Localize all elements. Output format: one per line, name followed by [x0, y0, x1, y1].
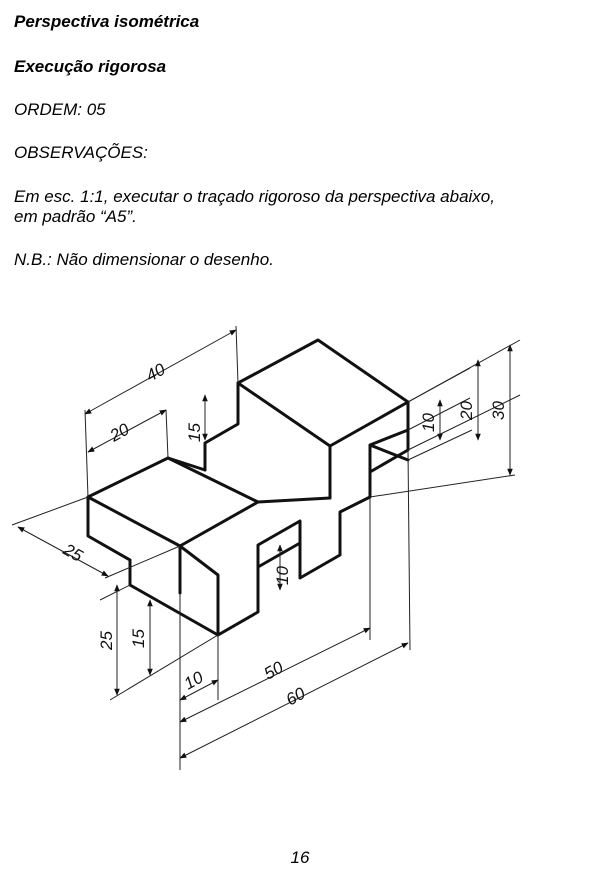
dim-15-left: 15 — [129, 629, 148, 648]
dim-40: 40 — [142, 359, 169, 386]
observations-label: OBSERVAÇÕES: — [14, 143, 148, 162]
order-number: ORDEM: 05 — [14, 100, 106, 119]
dim-10-right: 10 — [419, 413, 438, 432]
dim-50: 50 — [260, 657, 287, 684]
page-number: 16 — [290, 848, 310, 867]
isometric-drawing — [0, 285, 600, 805]
page-subtitle: Execução rigorosa — [14, 57, 167, 76]
dim-30-right: 30 — [489, 401, 508, 420]
dim-15-top: 15 — [185, 423, 204, 442]
dim-10-bottom: 10 — [180, 667, 207, 694]
instruction-line-2: em padrão “A5”. — [14, 207, 137, 226]
part-outline — [88, 340, 408, 635]
dim-60: 60 — [282, 683, 309, 710]
instruction-line-1: Em esc. 1:1, executar o traçado rigoroso da perspectiva abaixo, — [14, 187, 495, 206]
note-text: N.B.: Não dimensionar o desenho. — [14, 250, 274, 269]
dim-25-left: 25 — [97, 631, 116, 650]
dim-20-right: 20 — [457, 401, 476, 420]
page-title: Perspectiva isométrica — [14, 12, 200, 31]
dim-25-side: 25 — [60, 539, 86, 566]
dim-10-mid: 10 — [273, 566, 292, 585]
dim-20-top: 20 — [106, 419, 133, 446]
